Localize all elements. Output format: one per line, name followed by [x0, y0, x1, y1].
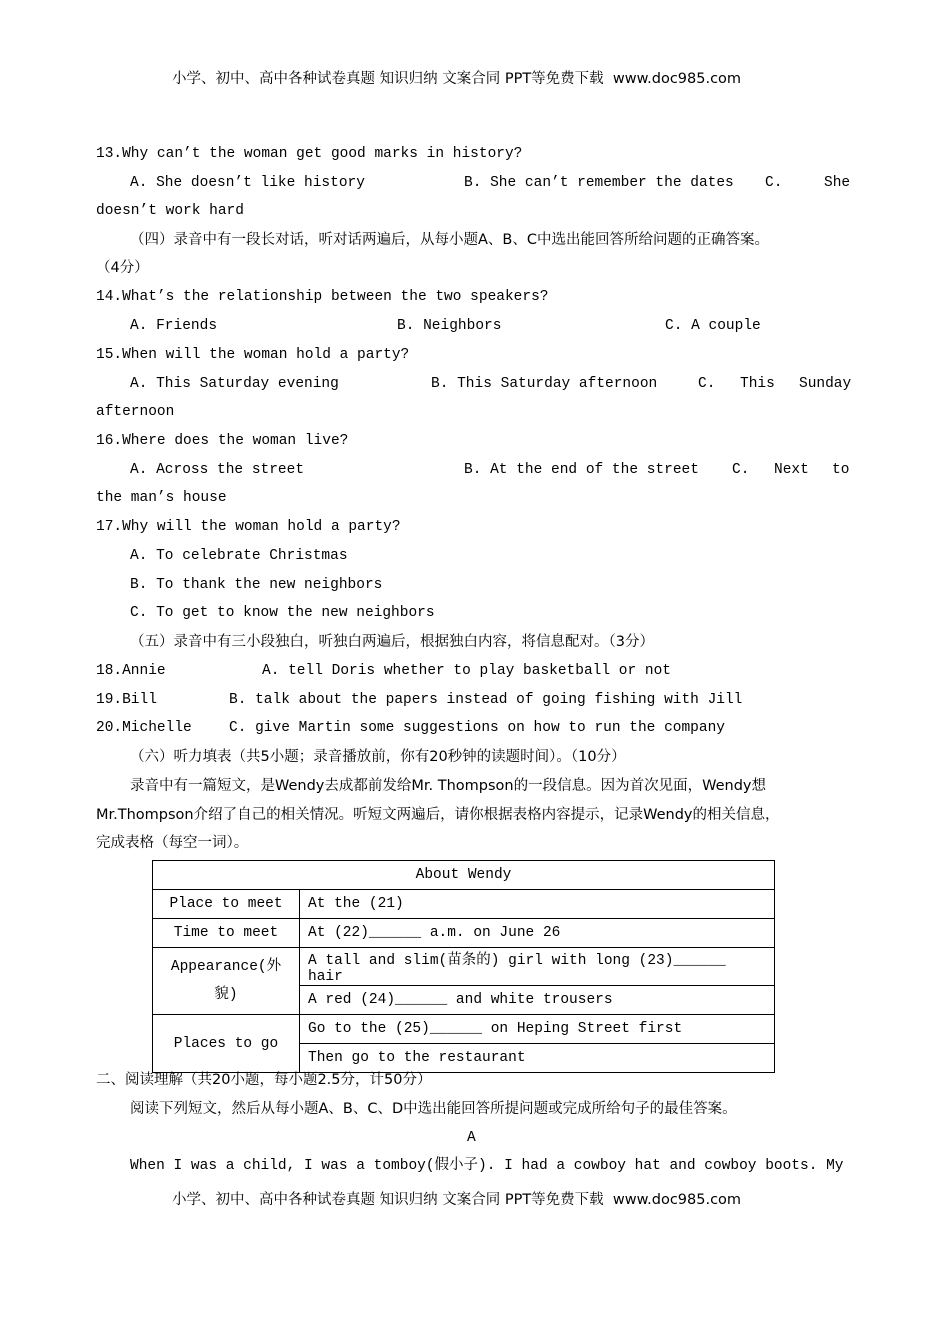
q15-option-c-label: C. — [698, 376, 716, 392]
table-title: About Wendy — [153, 861, 775, 890]
q14-option-c: C. A couple — [665, 318, 761, 334]
q13-option-a: A. She doesn’t like history — [130, 175, 365, 191]
part-2-instructions: 阅读下列短文，然后从每小题A、B、C、D中选出能回答所提问题或完成所给句子的最佳答案。 — [130, 1101, 737, 1117]
question-13: 13.Why can’t the woman get good marks in history? — [96, 146, 523, 162]
table-row — [153, 890, 775, 919]
match-option-b: B. talk about the papers instead of going fishing with Jill — [229, 692, 743, 708]
table-row — [153, 919, 775, 948]
section-6-paragraph-line-1: 录音中有一篇短文，是Wendy去成都前发给Mr. Thompson的一段信息。因为首次见面，Wendy想 — [130, 778, 766, 794]
q17-option-a: A. To celebrate Christmas — [130, 548, 348, 564]
table-row — [153, 948, 775, 986]
places-value-1: Go to the (25)______ on Heping Street first — [300, 1015, 775, 1044]
question-17: 17.Why will the woman hold a party? — [96, 519, 401, 535]
appearance-label-line-1: Appearance(外 — [170, 959, 282, 975]
passage-label: A — [467, 1130, 476, 1146]
places-label: Places to go — [153, 1015, 300, 1073]
q13-option-b: B. She can’t remember the dates — [464, 175, 734, 191]
page-footer: 小学、初中、高中各种试卷真题 知识归纳 文案合同 PPT等免费下载 www.doc985.com — [172, 1192, 742, 1208]
q14-option-b: B. Neighbors — [397, 318, 502, 334]
match-item-19: 19.Bill — [96, 692, 157, 708]
place-value: At the (21) — [300, 890, 775, 919]
table-row — [153, 1015, 775, 1044]
part-2-title: 二、阅读理解（共20小题，每小题2.5分，计50分） — [96, 1072, 432, 1088]
appearance-label — [153, 948, 300, 1015]
match-item-20: 20.Michelle — [96, 720, 192, 736]
question-15: 15.When will the woman hold a party? — [96, 347, 410, 363]
about-wendy-table — [152, 860, 775, 1073]
q13-option-c-label: C. — [765, 175, 783, 191]
q15-option-c-word-2: Sunday — [799, 376, 852, 392]
section-6-paragraph-line-2: Mr.Thompson介绍了自己的相关情况。听短文两遍后，请你根据表格内容提示，记录Wendy的相关信息， — [96, 807, 780, 823]
q16-option-c-continuation: the man’s house — [96, 490, 227, 506]
places-value-2: Then go to the restaurant — [300, 1044, 775, 1073]
question-16: 16.Where does the woman live? — [96, 433, 349, 449]
table-title-row — [153, 861, 775, 890]
match-item-18: 18.Annie — [96, 663, 166, 679]
time-value: At (22)______ a.m. on June 26 — [300, 919, 775, 948]
passage-text-start: When I was a child, I was a tomboy(假小子). I had a cowboy hat and cowboy boots. My — [130, 1158, 844, 1174]
q14-option-a: A. Friends — [130, 318, 218, 334]
section-6-title: （六）听力填表（共5小题；录音播放前，你有20秒钟的读题时间）。（10分） — [130, 749, 626, 765]
appearance-label-line-2: 貌) — [214, 987, 238, 1003]
q16-option-c-label: C. — [732, 462, 750, 478]
q17-option-b: B. To thank the new neighbors — [130, 577, 383, 593]
q16-option-c-word-1: Next — [774, 462, 809, 478]
page-header: 小学、初中、高中各种试卷真题 知识归纳 文案合同 PPT等免费下载 www.doc985.com — [172, 71, 742, 87]
section-4-title: （四）录音中有一段长对话，听对话两遍后，从每小题A、B、C中选出能回答所给问题的正确答案。 — [130, 232, 769, 248]
place-label: Place to meet — [153, 890, 300, 919]
time-label: Time to meet — [153, 919, 300, 948]
question-14: 14.What’s the relationship between the two speakers? — [96, 289, 549, 305]
q15-option-c-word-1: This — [740, 376, 775, 392]
q16-option-a: A. Across the street — [130, 462, 305, 478]
appearance-value-1: A tall and slim(苗条的) girl with long (23)______ hair — [300, 948, 775, 986]
match-option-a: A. tell Doris whether to play basketball or not — [262, 663, 671, 679]
q16-option-c-word-2: to — [832, 462, 850, 478]
q13-option-c-word: She — [824, 175, 851, 191]
q13-option-c-continuation: doesn’t work hard — [96, 203, 244, 219]
q15-option-b: B. This Saturday afternoon — [431, 376, 658, 392]
q15-option-c-continuation: afternoon — [96, 404, 175, 420]
section-6-paragraph-line-3: 完成表格（每空一词）。 — [96, 835, 249, 851]
match-option-c: C. give Martin some suggestions on how to run the company — [229, 720, 725, 736]
q15-option-a: A. This Saturday evening — [130, 376, 339, 392]
appearance-value-2: A red (24)______ and white trousers — [300, 986, 775, 1015]
q16-option-b: B. At the end of the street — [464, 462, 699, 478]
q17-option-c: C. To get to know the new neighbors — [130, 605, 435, 621]
section-5-title: （五）录音中有三小段独白，听独白两遍后，根据独白内容，将信息配对。（3分） — [130, 634, 654, 650]
section-4-points: （4分） — [96, 260, 149, 276]
